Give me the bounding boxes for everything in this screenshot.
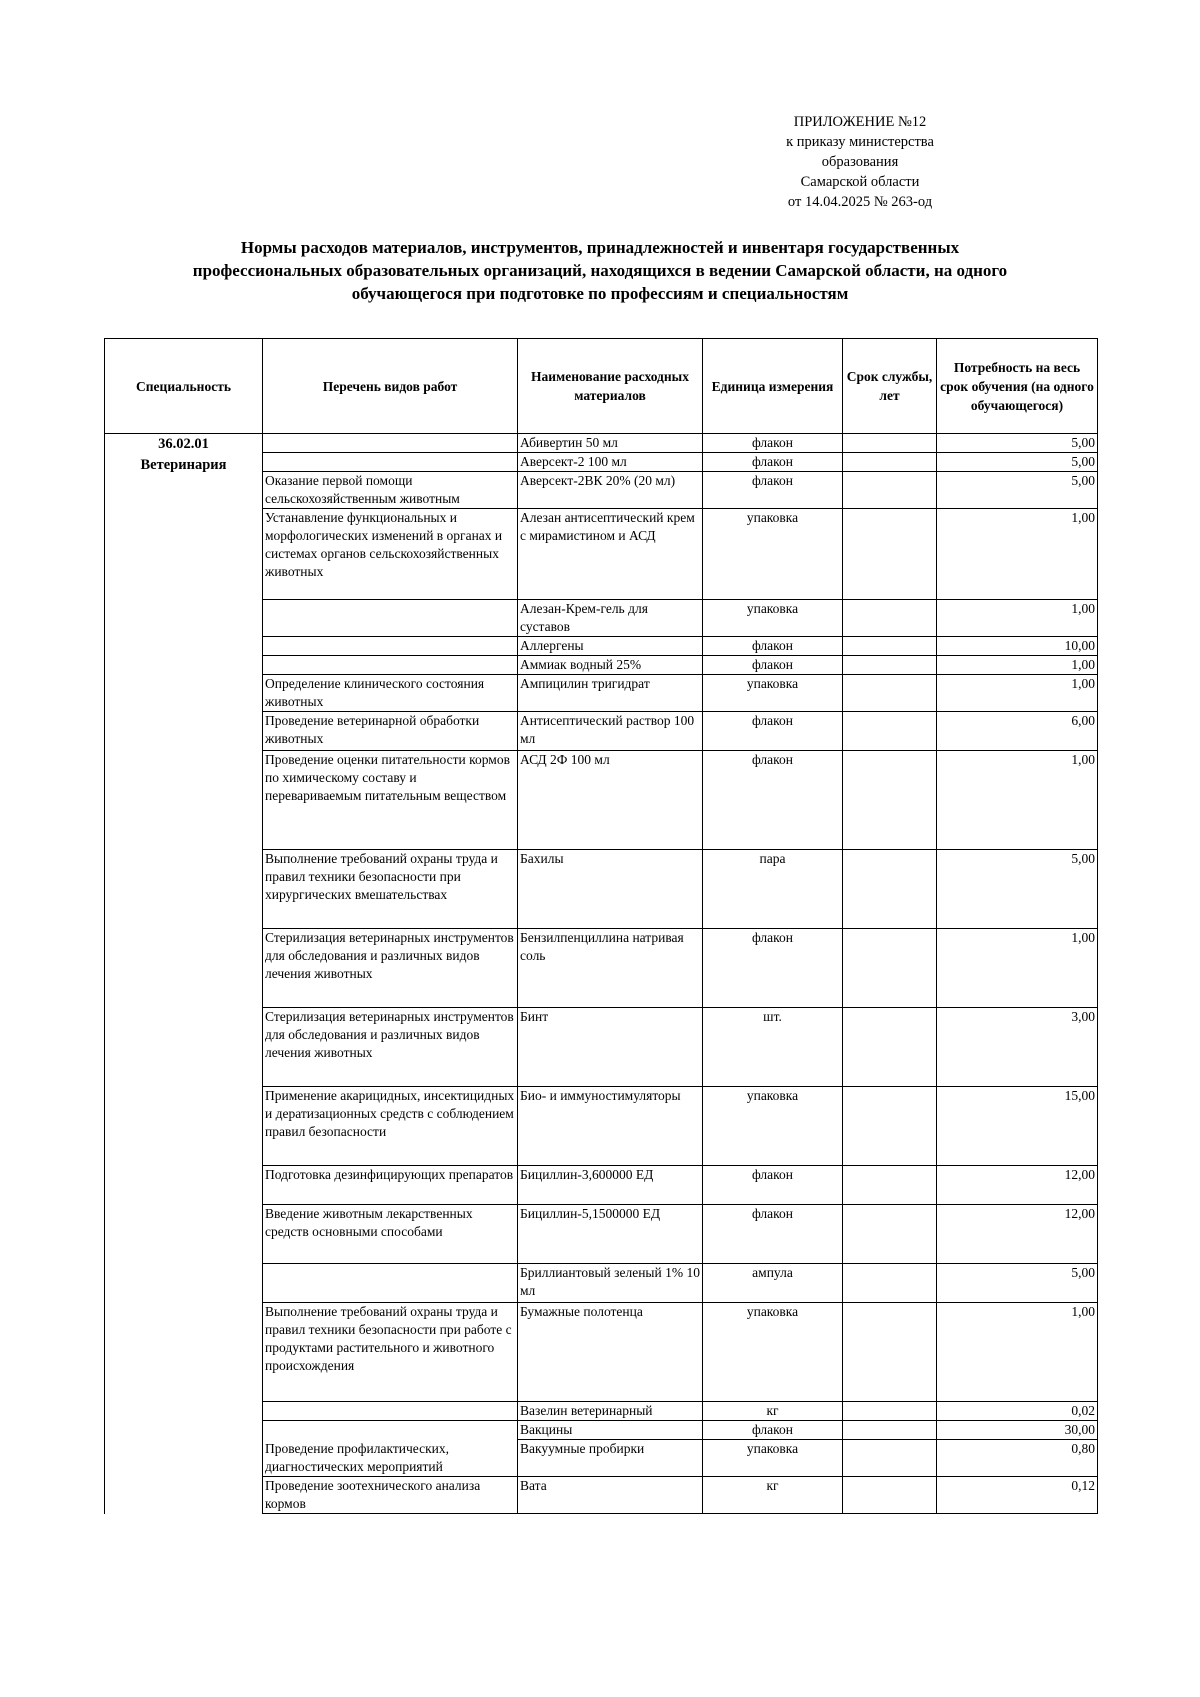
appendix-number: ПРИЛОЖЕНИЕ №12 [793, 114, 927, 130]
unit-cell: упаковка [703, 1440, 843, 1477]
need-cell: 0,12 [937, 1477, 1098, 1514]
material-cell: Вата [518, 1477, 703, 1514]
term-cell [843, 712, 937, 751]
term-cell [843, 929, 937, 1008]
unit-cell: флакон [703, 1421, 843, 1440]
table-row [105, 434, 1098, 453]
work-cell: Проведение ветеринарной обработки животных [263, 712, 518, 751]
need-cell: 12,00 [937, 1205, 1098, 1264]
need-cell: 5,00 [937, 472, 1098, 509]
work-cell [263, 637, 518, 656]
material-cell: Алезан-Крем-гель для суставов [518, 600, 703, 637]
material-cell: Абивертин 50 мл [518, 434, 703, 453]
specialty-name: Ветеринария [140, 457, 227, 473]
material-cell: Аллергены [518, 637, 703, 656]
term-cell [843, 850, 937, 929]
work-cell [263, 453, 518, 472]
work-cell [263, 434, 518, 453]
material-cell: Аммиак водный 25% [518, 656, 703, 675]
material-cell: Бинт [518, 1008, 703, 1087]
work-cell [263, 600, 518, 637]
unit-cell: флакон [703, 472, 843, 509]
unit-cell: упаковка [703, 675, 843, 712]
material-cell: АСД 2Ф 100 мл [518, 751, 703, 850]
need-cell: 0,02 [937, 1402, 1098, 1421]
need-cell: 10,00 [937, 637, 1098, 656]
unit-cell: пара [703, 850, 843, 929]
work-cell: Определение клинического состояния животных [263, 675, 518, 712]
term-cell [843, 1008, 937, 1087]
material-cell: Вакуумные пробирки [518, 1440, 703, 1477]
need-cell: 5,00 [937, 434, 1098, 453]
unit-cell: шт. [703, 1008, 843, 1087]
header-row [105, 339, 1098, 434]
need-cell: 1,00 [937, 656, 1098, 675]
need-cell: 1,00 [937, 929, 1098, 1008]
material-cell: Био- и иммуностимуляторы [518, 1087, 703, 1166]
term-cell [843, 1087, 937, 1166]
work-cell: Стерилизация ветеринарных инструментов для обследования и различных видов лечения животных [263, 1008, 518, 1087]
need-cell: 3,00 [937, 1008, 1098, 1087]
work-cell: Стерилизация ветеринарных инструментов для обследования и различных видов лечения животных [263, 929, 518, 1008]
term-cell [843, 1421, 937, 1440]
need-cell: 1,00 [937, 1303, 1098, 1402]
term-cell [843, 434, 937, 453]
work-cell: Проведение оценки питательности кормов по химическому составу и перевариваемым питательным веществом [263, 751, 518, 850]
material-cell: Вакцины [518, 1421, 703, 1440]
work-cell: Оказание первой помощи сельскохозяйственным животным [263, 472, 518, 509]
work-cell: Выполнение требований охраны труда и правил техники безопасности при работе с продуктами растительного и животного происхождения [263, 1303, 518, 1402]
need-cell: 1,00 [937, 600, 1098, 637]
material-cell: Аверсект-2 100 мл [518, 453, 703, 472]
unit-cell: упаковка [703, 600, 843, 637]
unit-cell: упаковка [703, 1303, 843, 1402]
header-need: Потребность на весь срок обучения (на одного обучающегося) [937, 339, 1098, 434]
work-cell: Применение акарицидных, инсектицидных и дератизационных средств с соблюдением правил безопасности [263, 1087, 518, 1166]
term-cell [843, 453, 937, 472]
work-cell: Проведение профилактических, диагностических мероприятий [263, 1421, 518, 1477]
term-cell [843, 600, 937, 637]
specialty-cell [105, 434, 263, 1514]
appendix-date: от 14.04.2025 № 263-од [787, 194, 933, 210]
term-cell [843, 1166, 937, 1205]
appendix-ministry: образования [821, 154, 899, 170]
term-cell [843, 472, 937, 509]
need-cell: 1,00 [937, 675, 1098, 712]
need-cell: 5,00 [937, 1264, 1098, 1303]
title-line: обучающегося при подготовке по профессиям и специальностям [351, 284, 849, 303]
material-cell: Вазелин ветеринарный [518, 1402, 703, 1421]
header-specialty: Специальность [105, 339, 263, 434]
need-cell: 12,00 [937, 1166, 1098, 1205]
unit-cell: флакон [703, 712, 843, 751]
term-cell [843, 1402, 937, 1421]
material-cell: Бициллин-3,600000 ЕД [518, 1166, 703, 1205]
unit-cell: флакон [703, 453, 843, 472]
unit-cell: флакон [703, 1166, 843, 1205]
unit-cell: флакон [703, 637, 843, 656]
title-line: Нормы расходов материалов, инструментов, принадлежностей и инвентаря государственных [240, 238, 960, 257]
unit-cell: упаковка [703, 1087, 843, 1166]
need-cell: 30,00 [937, 1421, 1098, 1440]
work-cell: Выполнение требований охраны труда и правил техники безопасности при хирургических вмешательствах [263, 850, 518, 929]
material-cell: Бензилпенциллина натривая соль [518, 929, 703, 1008]
work-cell: Подготовка дезинфицирующих препаратов [263, 1166, 518, 1205]
unit-cell: флакон [703, 751, 843, 850]
term-cell [843, 1264, 937, 1303]
document-title [110, 236, 1090, 305]
need-cell: 0,80 [937, 1440, 1098, 1477]
unit-cell: флакон [703, 656, 843, 675]
need-cell: 5,00 [937, 850, 1098, 929]
term-cell [843, 1303, 937, 1402]
work-cell: Введение животным лекарственных средств основными способами [263, 1205, 518, 1264]
appendix-order-ref: к приказу министерства [786, 134, 934, 150]
term-cell [843, 509, 937, 600]
header-works: Перечень видов работ [263, 339, 518, 434]
unit-cell: флакон [703, 434, 843, 453]
material-cell: Бумажные полотенца [518, 1303, 703, 1402]
title-line: профессиональных образовательных организаций, находящихся в ведении Самарской области, на одного [192, 261, 1008, 280]
appendix-region: Самарской области [800, 174, 920, 190]
norms-table [104, 338, 1098, 1514]
unit-cell: кг [703, 1402, 843, 1421]
work-cell: Устанавление функциональных и морфологических изменений в органах и системах органов сельскохозяйственных животных [263, 509, 518, 600]
work-cell [263, 1264, 518, 1303]
material-cell: Бриллиантовый зеленый 1% 10 мл [518, 1264, 703, 1303]
header-material: Наименование расходных материалов [518, 339, 703, 434]
material-cell: Бициллин-5,1500000 ЕД [518, 1205, 703, 1264]
appendix-header [760, 112, 960, 212]
unit-cell: кг [703, 1477, 843, 1514]
term-cell [843, 1440, 937, 1477]
work-cell: Проведение зоотехнического анализа кормов [263, 1477, 518, 1514]
material-cell: Аверсект-2ВК 20% (20 мл) [518, 472, 703, 509]
term-cell [843, 751, 937, 850]
material-cell: Антисептический раствор 100 мл [518, 712, 703, 751]
material-cell: Ампицилин тригидрат [518, 675, 703, 712]
unit-cell: флакон [703, 929, 843, 1008]
specialty-code: 36.02.01 [158, 436, 209, 452]
term-cell [843, 637, 937, 656]
work-cell [263, 656, 518, 675]
header-unit: Единица измерения [703, 339, 843, 434]
need-cell: 15,00 [937, 1087, 1098, 1166]
need-cell: 5,00 [937, 453, 1098, 472]
work-cell [263, 1402, 518, 1421]
term-cell [843, 656, 937, 675]
material-cell: Алезан антисептический крем с мирамистином и АСД [518, 509, 703, 600]
need-cell: 1,00 [937, 751, 1098, 850]
need-cell: 1,00 [937, 509, 1098, 600]
term-cell [843, 1477, 937, 1514]
need-cell: 6,00 [937, 712, 1098, 751]
term-cell [843, 1205, 937, 1264]
unit-cell: флакон [703, 1205, 843, 1264]
unit-cell: упаковка [703, 509, 843, 600]
term-cell [843, 675, 937, 712]
unit-cell: ампула [703, 1264, 843, 1303]
header-term: Срок службы, лет [843, 339, 937, 434]
material-cell: Бахилы [518, 850, 703, 929]
